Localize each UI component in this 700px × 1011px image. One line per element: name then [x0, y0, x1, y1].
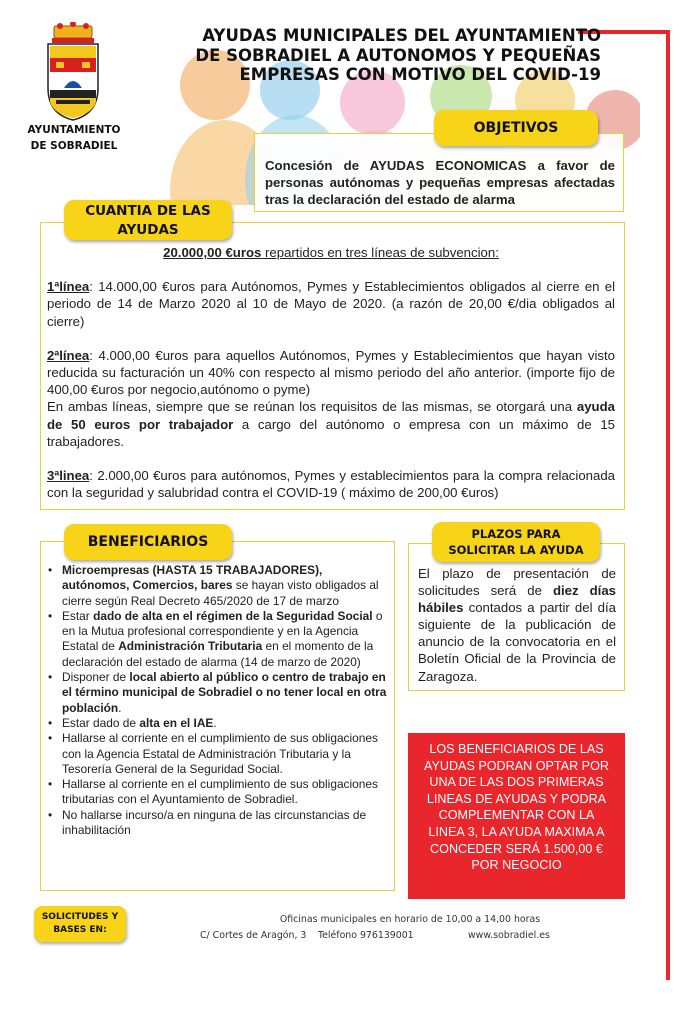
- plazos-label-line-2: SOLICITAR LA AYUDA: [448, 543, 584, 557]
- cuantia-intro-rest: repartidos en tres líneas de subvencion:: [261, 245, 499, 260]
- ambas-paragraph: [47, 398, 615, 450]
- objetivos-text: Concesión de AYUDAS ECONOMICAS a favor de personas autónomas y pequeñas empresas afectadas tras la declaración del estado de alarma: [265, 158, 615, 207]
- beneficiarios-label: BENEFICIARIOS: [64, 524, 232, 560]
- beneficiario-item: [44, 716, 389, 731]
- title-line-3: EMPRESAS CON MOTIVO DEL COVID-19: [239, 65, 601, 84]
- ambas-pre: En ambas líneas, siempre que se reúnan los requisitos de las mismas, se otorgará una: [47, 399, 577, 415]
- plazos-text: [418, 565, 616, 685]
- cuantia-label-line-2: AYUDAS: [117, 222, 179, 238]
- beneficiario-item-text: No hallarse incurso/a en ninguna de las circunstancias de inhabilitación: [62, 807, 367, 838]
- beneficiario-item-text: se hayan visto obligados al cierre según Real Decreto 465/2020 de 17 de marzo: [62, 578, 379, 608]
- beneficiario-item: [44, 777, 389, 808]
- linea-2-text: : 4.000,00 €uros para aquellos Autónomos, Pymes y Establecimientos que hayan visto reducida su facturación un 40% con respecto al mismo periodo del año anterior. (importe fijo de 400,00 €uros por negocio,autónomo o pyme): [47, 347, 615, 398]
- beneficiario-item-text: dado de alta en el régimen de la Seguridad Social: [93, 608, 373, 623]
- beneficiario-item-text: Microempresas (HASTA 15 TRABAJADORES), autónomos, Comercios, bares: [62, 563, 323, 593]
- town-label: [22, 122, 126, 154]
- red-frame-right: [666, 30, 670, 980]
- town-line-1: AYUNTAMIENTO: [27, 124, 121, 136]
- beneficiario-item-text: alta en el IAE: [139, 715, 214, 730]
- beneficiario-item-text: en el momento de la declaración del estado de alarma (14 de marzo de 2020): [62, 639, 374, 669]
- objetivos-label: OBJETIVOS: [434, 110, 598, 146]
- beneficiario-item-text: o en la Mutua profesional correspondiente y en la Agencia Estatal de: [62, 608, 383, 654]
- cuantia-content: [47, 244, 615, 501]
- linea-1-text: : 14.000,00 €uros para Autónomos, Pymes y Establecimientos obligados al cierre en el periodo de 14 de Marzo 2020 al 10 de Mayo de 2020. (a razón de 20,00 €/dia obligados al cierre): [47, 279, 615, 329]
- aviso-box: LOS BENEFICIARIOS DE LAS AYUDAS PODRAN OPTAR POR UNA DE LAS DOS PRIMERAS LINEAS DE AYUDAS Y PODRA COMPLEMENTAR CON LA LINEA 3, LA AYUDA MAXIMA A CONCEDER SERÁ 1.500,00 € POR NEGOCIO: [408, 733, 625, 899]
- plazos-pre: El plazo de presentación de solicitudes será de: [418, 566, 616, 599]
- beneficiario-item-text: Hallarse al corriente en el cumplimiento de sus obligaciones tributarias con el Ayuntamiento de Sobradiel.: [62, 777, 378, 807]
- linea-1-label: 1ªlínea: [47, 279, 90, 295]
- linea-1-paragraph: [47, 278, 615, 330]
- linea-2-label: 2ªlínea: [47, 347, 90, 363]
- beneficiario-item: [44, 808, 389, 839]
- beneficiario-item: [44, 563, 389, 609]
- beneficiario-item-text: .: [213, 715, 217, 730]
- plazos-post: contados a partir del día siguiente de la publicación de anuncio de la convocatoria en el Boletín Oficial de la Provincia de Zaragoza.: [418, 600, 616, 684]
- page-title: [176, 26, 601, 85]
- linea-3-text: : 2.000,00 €uros para autónomos, Pymes y establecimientos para la compra relacionada con la seguridad y salubridad contra el COVID-19 ( máximo de 200,00 €uros): [47, 468, 615, 501]
- beneficiario-item-text: Hallarse al corriente en el cumplimiento de sus obligaciones con la Agencia Estatal de Administración Tributaria y la Tesorería General de la Seguridad Social.: [62, 731, 378, 776]
- beneficiario-item-text: local abierto al público o centro de trabajo en el término municipal de Sobradiel o no tener local en otra población: [62, 670, 387, 715]
- solicitudes-label: [34, 906, 126, 942]
- title-line-1: AYUDAS MUNICIPALES DEL AYUNTAMIENTO: [202, 26, 601, 45]
- town-line-2: DE SOBRADIEL: [30, 140, 118, 152]
- cuantia-intro-amount: 20.000,00 €uros: [163, 245, 262, 260]
- cuantia-intro: [47, 244, 615, 261]
- plazos-bold: diez días hábiles: [418, 583, 617, 616]
- beneficiario-item-text: Estar dado de: [62, 715, 140, 730]
- footer-direccion: C/ Cortes de Aragón, 3: [200, 930, 307, 941]
- plazos-label: [432, 522, 600, 562]
- footer-info: [200, 912, 600, 944]
- beneficiario-item: [44, 731, 389, 777]
- title-line-2: DE SOBRADIEL A AUTONOMOS Y PEQUEÑAS: [195, 45, 601, 65]
- cuantia-label: [64, 200, 232, 240]
- footer-horario: Oficinas municipales en horario de 10,00 a 14,00 horas: [279, 914, 541, 925]
- cuantia-label-line-1: CUANTIA DE LAS: [85, 203, 211, 219]
- footer-telefono: Teléfono 976139001: [318, 930, 414, 941]
- footer-web-link[interactable]: www.sobradiel.es: [468, 930, 550, 941]
- ambas-post: a cargo del autónomo o empresa con un máximo de 15 trabajadores.: [47, 416, 616, 449]
- coat-of-arms-icon: [42, 22, 104, 122]
- plazos-label-line-1: PLAZOS PARA: [471, 527, 561, 541]
- linea-3-paragraph: [47, 467, 615, 501]
- beneficiario-item-text: Administración Tributaria: [118, 639, 263, 654]
- linea-3-label: 3ªlinea: [47, 468, 90, 484]
- ambas-bold: ayuda de 50 euros por trabajador: [47, 399, 615, 432]
- beneficiario-item-text: Disponer de: [62, 670, 130, 685]
- beneficiario-item-text: .: [118, 700, 122, 715]
- beneficiarios-list: [44, 563, 389, 838]
- beneficiario-item-text: Estar: [62, 608, 94, 623]
- beneficiario-item: [44, 670, 389, 716]
- solicitudes-line-1: SOLICITUDES Y: [41, 912, 119, 922]
- solicitudes-line-2: BASES EN:: [53, 925, 107, 935]
- beneficiario-item: [44, 609, 389, 670]
- linea-2-paragraph: [47, 347, 615, 399]
